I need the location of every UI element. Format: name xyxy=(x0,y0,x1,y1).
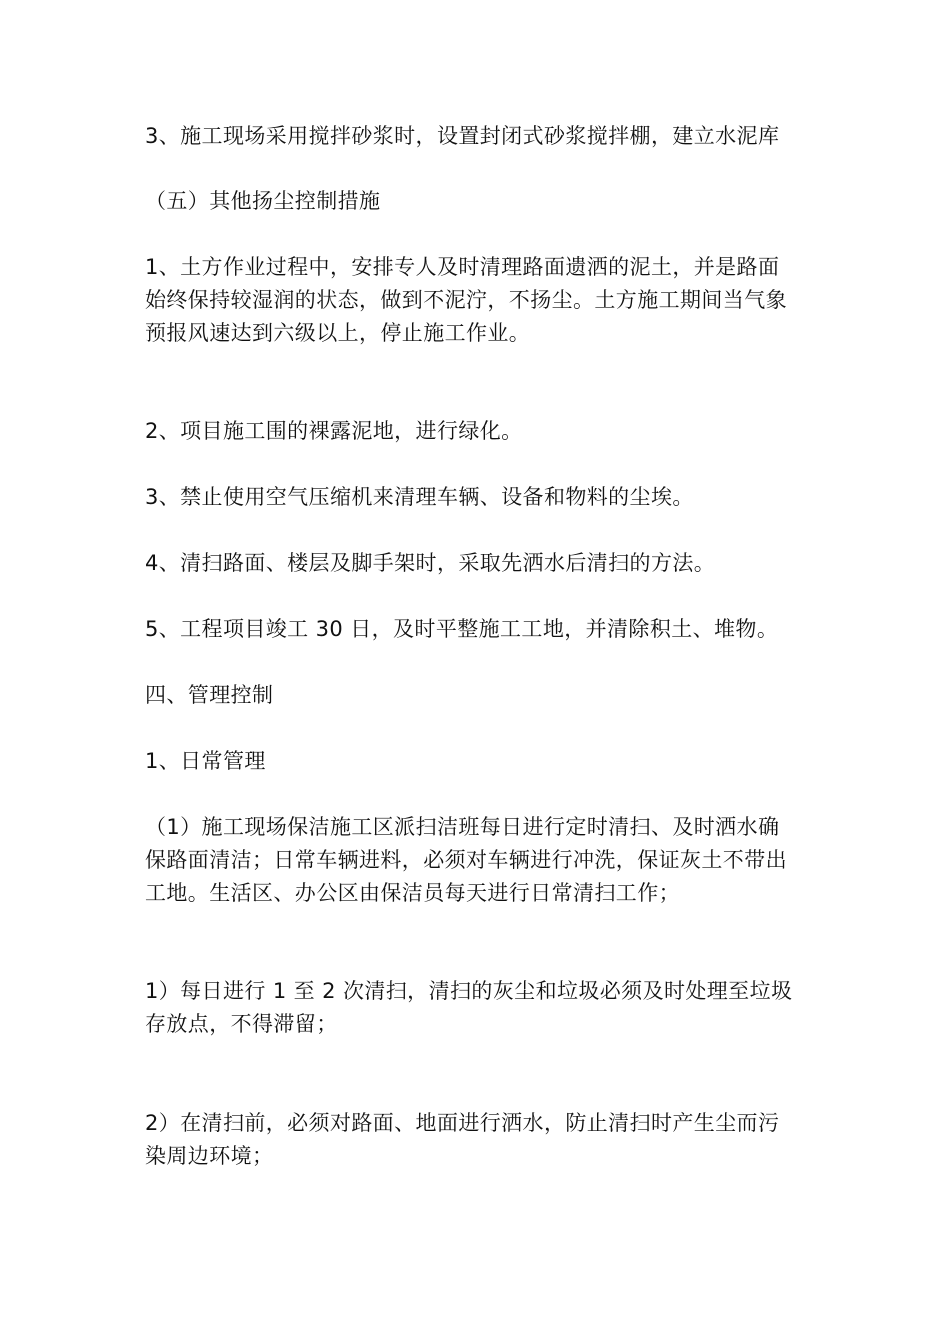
paragraph-mortar-shed xyxy=(145,120,815,153)
text-line: 3、禁止使用空气压缩机来清理车辆、设备和物料的尘埃。 xyxy=(145,485,694,509)
text-line: 保路面清洁；日常车辆进料，必须对车辆进行冲洗，保证灰土不带出 xyxy=(145,848,787,872)
text-line: 2、项目施工围的裸露泥地，进行绿化。 xyxy=(145,419,523,443)
paragraph-sweeping xyxy=(145,547,815,580)
paragraph-earthwork xyxy=(145,251,815,350)
section-heading-other-dust-control xyxy=(145,185,815,218)
text-line: （1）施工现场保洁施工区派扫洁班每日进行定时清扫、及时洒水确 xyxy=(145,815,780,839)
text-line: 3、施工现场采用搅拌砂浆时，设置封闭式砂浆搅拌棚，建立水泥库 xyxy=(145,124,780,148)
text-line: 存放点，不得滞留； xyxy=(145,1012,338,1036)
paragraph-completion xyxy=(145,613,815,646)
text-line: 4、清扫路面、楼层及脚手架时，采取先洒水后清扫的方法。 xyxy=(145,551,716,575)
text-line: 工地。生活区、办公区由保洁员每天进行日常清扫工作； xyxy=(145,881,680,905)
text-line: 5、工程项目竣工 30 日，及时平整施工工地，并清除积土、堆物。 xyxy=(145,617,779,641)
text-line: 1、土方作业过程中，安排专人及时清理路面遗洒的泥土，并是路面 xyxy=(145,255,780,279)
text-line: 四、管理控制 xyxy=(145,683,274,707)
text-line: （五）其他扬尘控制措施 xyxy=(145,189,381,213)
paragraph-daily-sweeping xyxy=(145,975,815,1041)
text-line: 1）每日进行 1 至 2 次清扫，清扫的灰尘和垃圾必须及时处理至垃圾 xyxy=(145,979,793,1003)
subheading-daily-management xyxy=(145,745,815,778)
paragraph-water-before-sweep xyxy=(145,1107,815,1173)
paragraph-greening xyxy=(145,415,815,448)
section-heading-management xyxy=(145,679,815,712)
paragraph-no-compressor xyxy=(145,481,815,514)
text-line: 始终保持较湿润的状态，做到不泥泞，不扬尘。土方施工期间当气象 xyxy=(145,288,787,312)
text-line: 染周边环境； xyxy=(145,1144,274,1168)
text-line: 2）在清扫前，必须对路面、地面进行洒水，防止清扫时产生尘而污 xyxy=(145,1111,780,1135)
text-line: 预报风速达到六级以上，停止施工作业。 xyxy=(145,321,531,345)
text-line: 1、日常管理 xyxy=(145,749,266,773)
paragraph-site-cleaning xyxy=(145,811,815,910)
